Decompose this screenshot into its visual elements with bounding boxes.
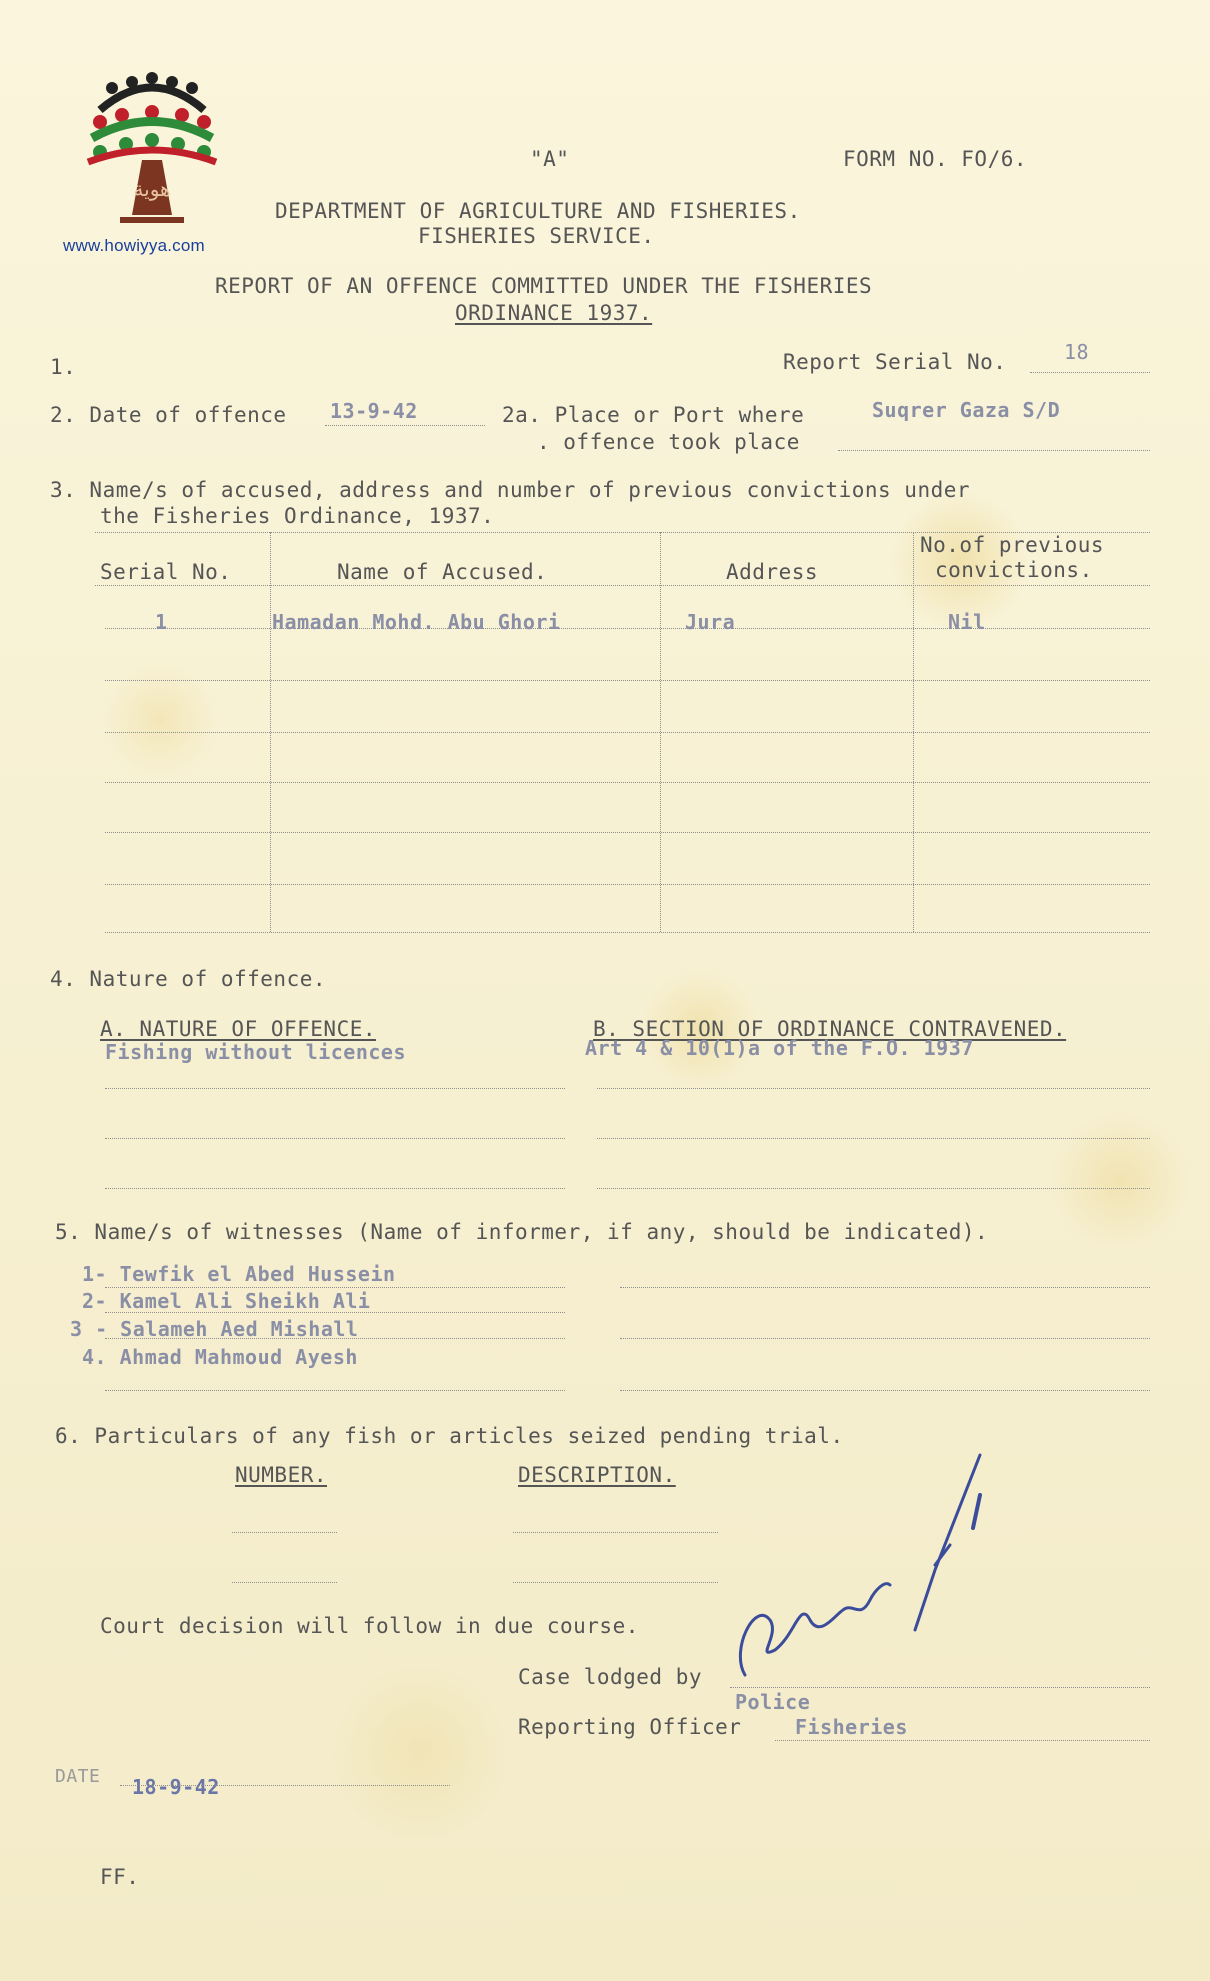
section-line [597, 1188, 1150, 1189]
svg-text:هوية: هوية [133, 177, 171, 201]
signature [725, 1450, 1055, 1690]
department-title: DEPARTMENT OF AGRICULTURE AND FISHERIES. [275, 199, 801, 223]
report-serial-value: 18 [1064, 340, 1090, 364]
table-header-line [95, 585, 1150, 586]
service-title: FISHERIES SERVICE. [418, 224, 655, 248]
seized-number-line [232, 1532, 337, 1533]
court-decision-note: Court decision will follow in due course. [100, 1614, 639, 1638]
table-divider [660, 532, 661, 932]
accused-convictions-cell: Nil [948, 610, 986, 634]
witness-1: 1- Tewfik el Abed Hussein [82, 1262, 396, 1286]
section-heading: B. SECTION OF ORDINANCE CONTRAVENED. [593, 1017, 1067, 1041]
case-lodged-label: Case lodged by [518, 1665, 703, 1689]
table-bottom-line [105, 932, 1150, 933]
witness-line [105, 1287, 565, 1288]
section-line [597, 1138, 1150, 1139]
witness-line [105, 1312, 565, 1313]
witness-line [105, 1338, 565, 1339]
accused-address-cell: Jura [685, 610, 736, 634]
table-row-line [105, 782, 1150, 783]
typist-initials: FF. [100, 1865, 140, 1889]
item-1-number: 1. [50, 355, 77, 379]
witness-4: 4. Ahmad Mahmoud Ayesh [82, 1345, 358, 1369]
witness-line [105, 1390, 565, 1391]
date-of-offence-label: 2. Date of offence [50, 403, 287, 427]
column-header-serial: Serial No. [100, 560, 232, 584]
reporting-officer-line [775, 1740, 1150, 1741]
place-of-offence-label-2: . offence took place [537, 430, 800, 454]
date-value: 18-9-42 [132, 1775, 220, 1799]
seized-description-line [513, 1582, 718, 1583]
table-top-line [95, 532, 1150, 533]
nature-value: Fishing without licences [105, 1040, 406, 1064]
accused-label-2: the Fisheries Ordinance, 1937. [100, 504, 495, 528]
witness-3: 3 - Salameh Aed Mishall [70, 1317, 359, 1341]
seized-number-line [232, 1582, 337, 1583]
nature-line [105, 1188, 565, 1189]
date-line [120, 1785, 450, 1786]
accused-label-1: 3. Name/s of accused, address and number of previous convictions under [50, 478, 971, 502]
table-row-line [105, 680, 1150, 681]
section-line [597, 1088, 1150, 1089]
table-divider [913, 532, 914, 932]
reporting-officer-value: Fisheries [795, 1715, 908, 1739]
table-row-line [105, 832, 1150, 833]
seized-articles-label: 6. Particulars of any fish or articles seized pending trial. [55, 1424, 844, 1448]
column-header-convictions-2: convictions. [935, 558, 1093, 582]
description-heading: DESCRIPTION. [518, 1463, 676, 1487]
column-header-convictions-1: No.of previous [920, 533, 1105, 557]
section-value: Art 4 & 10(1)a of the F.O. 1937 [585, 1036, 974, 1060]
table-row-line [105, 732, 1150, 733]
nature-of-offence-label: 4. Nature of offence. [50, 967, 327, 991]
table-row-line [105, 628, 1150, 629]
nature-heading: A. NATURE OF OFFENCE. [100, 1017, 377, 1041]
annex-label: "A" [530, 147, 570, 171]
witness-2: 2- Kamel Ali Sheikh Ali [82, 1289, 371, 1313]
accused-serial-cell: 1 [155, 610, 168, 634]
report-serial-line [1030, 372, 1150, 373]
witness-line-right [620, 1287, 1150, 1288]
report-serial-label: Report Serial No. [783, 350, 1007, 374]
number-heading: NUMBER. [235, 1463, 328, 1487]
police-value: Police [735, 1690, 811, 1714]
table-row-line [105, 884, 1150, 885]
report-title-line-1: REPORT OF AN OFFENCE COMMITTED UNDER THE FISHERIES [215, 274, 873, 298]
seized-description-line [513, 1532, 718, 1533]
date-of-offence-value: 13-9-42 [330, 399, 418, 423]
nature-line [105, 1088, 565, 1089]
witness-line-right [620, 1390, 1150, 1391]
logo-url: www.howiyya.com [63, 236, 205, 255]
place-of-offence-line [838, 450, 1150, 451]
tree-people-logo-icon [60, 60, 250, 235]
place-of-offence-value: Suqrer Gaza S/D [872, 398, 1061, 422]
form-number: FORM NO. FO/6. [843, 147, 1028, 171]
column-header-address: Address [726, 560, 819, 584]
signature-stroke-icon [725, 1450, 1055, 1690]
reporting-officer-label: Reporting Officer [518, 1715, 742, 1739]
column-header-name: Name of Accused. [337, 560, 548, 584]
nature-line [105, 1138, 565, 1139]
table-divider [270, 532, 271, 932]
witness-line-right [620, 1338, 1150, 1339]
date-of-offence-line [325, 425, 485, 426]
report-title-line-2: ORDINANCE 1937. [455, 301, 653, 325]
witnesses-label: 5. Name/s of witnesses (Name of informer, if any, should be indicated). [55, 1220, 989, 1244]
place-of-offence-label-1: 2a. Place or Port where [502, 403, 805, 427]
date-label: DATE [55, 1766, 101, 1787]
howiyya-logo[interactable] [60, 60, 250, 260]
accused-name-cell: Hamadan Mohd. Abu Ghori [272, 610, 561, 634]
